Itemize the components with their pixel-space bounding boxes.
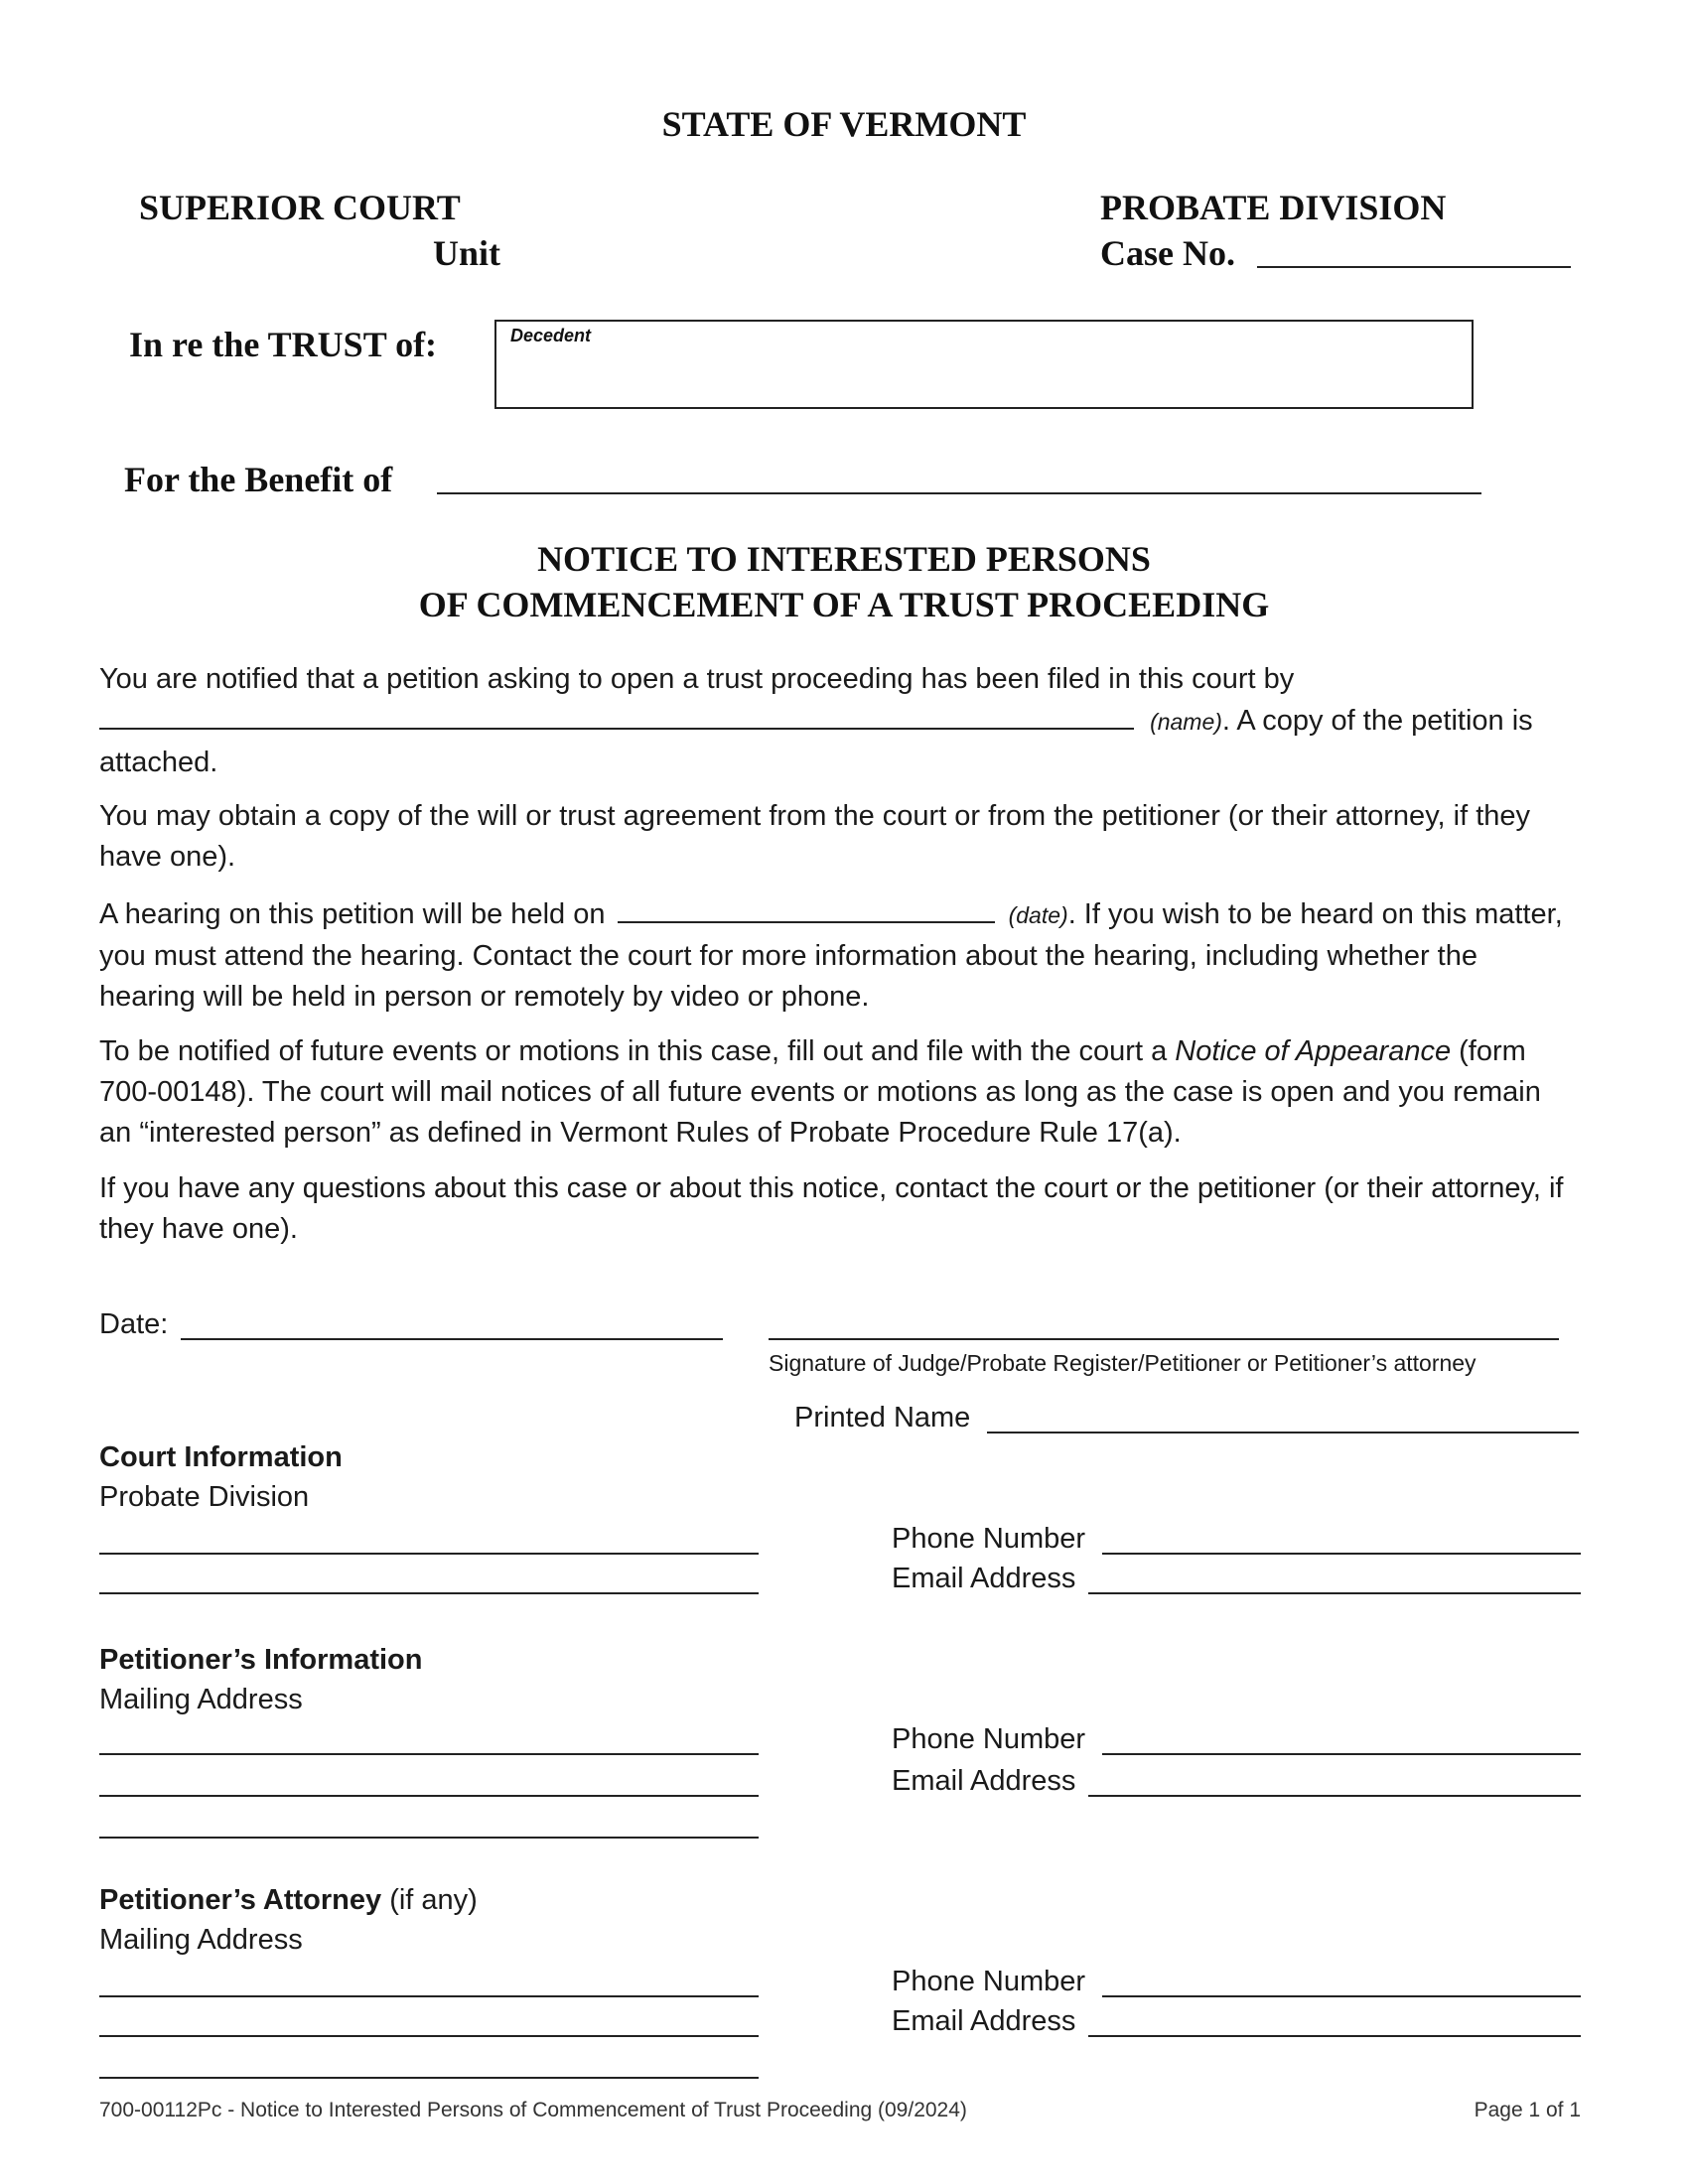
petition-text-end: . A copy of the petition is attached. <box>99 705 1533 778</box>
petition-text: You are notified that a petition asking to open a trust proceeding has been filed in this court by <box>99 663 1295 695</box>
date-hint: (date) <box>1008 902 1068 928</box>
paragraph-questions: If you have any questions about this case or about this notice, contact the court or the petitioner (or their attorney, if they have one). <box>99 1172 1564 1245</box>
appearance-text-end: (form 700-00148). The court will mail notices of all future events or motions as long as the case is open and you remain an “interested person” as defined in Vermont Rules of Probate Procedure Rule 17(a). <box>99 1035 1541 1149</box>
court-phone-label: Phone Number <box>892 1523 1086 1555</box>
court-address-line-2[interactable] <box>99 1592 759 1594</box>
petitioner-email-label: Email Address <box>892 1765 1076 1797</box>
notice-title-line1: NOTICE TO INTERESTED PERSONS <box>537 539 1151 579</box>
decedent-label: Decedent <box>510 326 592 345</box>
court-heading: SUPERIOR COURT <box>139 188 461 227</box>
paragraph-hearing <box>99 893 1569 1018</box>
signature-field[interactable] <box>769 1338 1559 1340</box>
attorney-phone-field[interactable] <box>1102 1995 1581 1997</box>
court-phone-field[interactable] <box>1102 1553 1581 1555</box>
court-email-field[interactable] <box>1088 1592 1581 1594</box>
attorney-email-label: Email Address <box>892 2005 1076 2037</box>
name-hint: (name) <box>1150 709 1222 735</box>
printed-name-label: Printed Name <box>794 1402 971 1433</box>
attorney-info-heading <box>99 1884 478 1917</box>
footer-form-id: 700-00112Pc - Notice to Interested Persons of Commencement of Trust Proceeding (09/2024) <box>99 2099 967 2121</box>
state-heading: STATE OF VERMONT <box>661 104 1027 144</box>
attorney-address-line-1[interactable] <box>99 1995 759 1997</box>
petitioner-phone-field[interactable] <box>1102 1753 1581 1755</box>
petitioner-info-subheading: Mailing Address <box>99 1684 303 1715</box>
hearing-text-end: . If you wish to be heard on this matter, you must attend the hearing. Contact the court for more information about the hearing, including whether the hearing will be held in person or remotely by video or phone. <box>99 898 1563 1013</box>
attorney-address-line-2[interactable] <box>99 2035 759 2037</box>
petitioner-email-field[interactable] <box>1088 1795 1581 1797</box>
date-label: Date: <box>99 1308 169 1340</box>
benefit-field[interactable] <box>437 492 1481 494</box>
division-heading: PROBATE DIVISION <box>1100 188 1447 227</box>
court-email-label: Email Address <box>892 1563 1076 1594</box>
notice-of-appearance: Notice of Appearance <box>1175 1035 1452 1067</box>
signature-caption: Signature of Judge/Probate Register/Petitioner or Petitioner’s attorney <box>769 1350 1477 1376</box>
benefit-label: For the Benefit of <box>124 460 393 499</box>
paragraph-petition <box>99 659 1569 783</box>
paragraph-appearance <box>99 1031 1569 1154</box>
hearing-date-field[interactable] <box>618 893 995 923</box>
case-no-field[interactable] <box>1257 266 1571 268</box>
petitioner-address-line-3[interactable] <box>99 1837 759 1839</box>
attorney-phone-label: Phone Number <box>892 1966 1086 1997</box>
attorney-email-field[interactable] <box>1088 2035 1581 2037</box>
petitioner-info-heading: Petitioner’s Information <box>99 1644 423 1676</box>
hearing-text: A hearing on this petition will be held on <box>99 898 606 930</box>
date-field[interactable] <box>181 1338 723 1340</box>
court-address-line-1[interactable] <box>99 1553 759 1555</box>
decedent-field[interactable] <box>494 320 1474 409</box>
petitioner-phone-label: Phone Number <box>892 1723 1086 1755</box>
court-info-heading: Court Information <box>99 1441 343 1473</box>
notice-title-line2: OF COMMENCEMENT OF A TRUST PROCEEDING <box>418 585 1270 624</box>
footer-page-number: Page 1 of 1 <box>1474 2099 1581 2121</box>
printed-name-field[interactable] <box>987 1432 1579 1433</box>
attorney-heading-text: Petitioner’s Attorney <box>99 1884 382 1916</box>
attorney-heading-suffix: (if any) <box>381 1884 478 1916</box>
petitioner-address-line-2[interactable] <box>99 1795 759 1797</box>
in-re-label: In re the TRUST of: <box>129 325 438 364</box>
case-no-label: Case No. <box>1100 233 1235 273</box>
attorney-info-subheading: Mailing Address <box>99 1924 303 1956</box>
appearance-text: To be notified of future events or motions in this case, fill out and file with the court a <box>99 1035 1176 1067</box>
paragraph-copy: You may obtain a copy of the will or trust agreement from the court or from the petitioner (or their attorney, if they have one). <box>99 800 1531 873</box>
attorney-address-line-3[interactable] <box>99 2077 759 2079</box>
petitioner-name-field[interactable] <box>99 700 1134 730</box>
court-info-subheading: Probate Division <box>99 1481 310 1513</box>
unit-label: Unit <box>433 233 501 273</box>
petitioner-address-line-1[interactable] <box>99 1753 759 1755</box>
